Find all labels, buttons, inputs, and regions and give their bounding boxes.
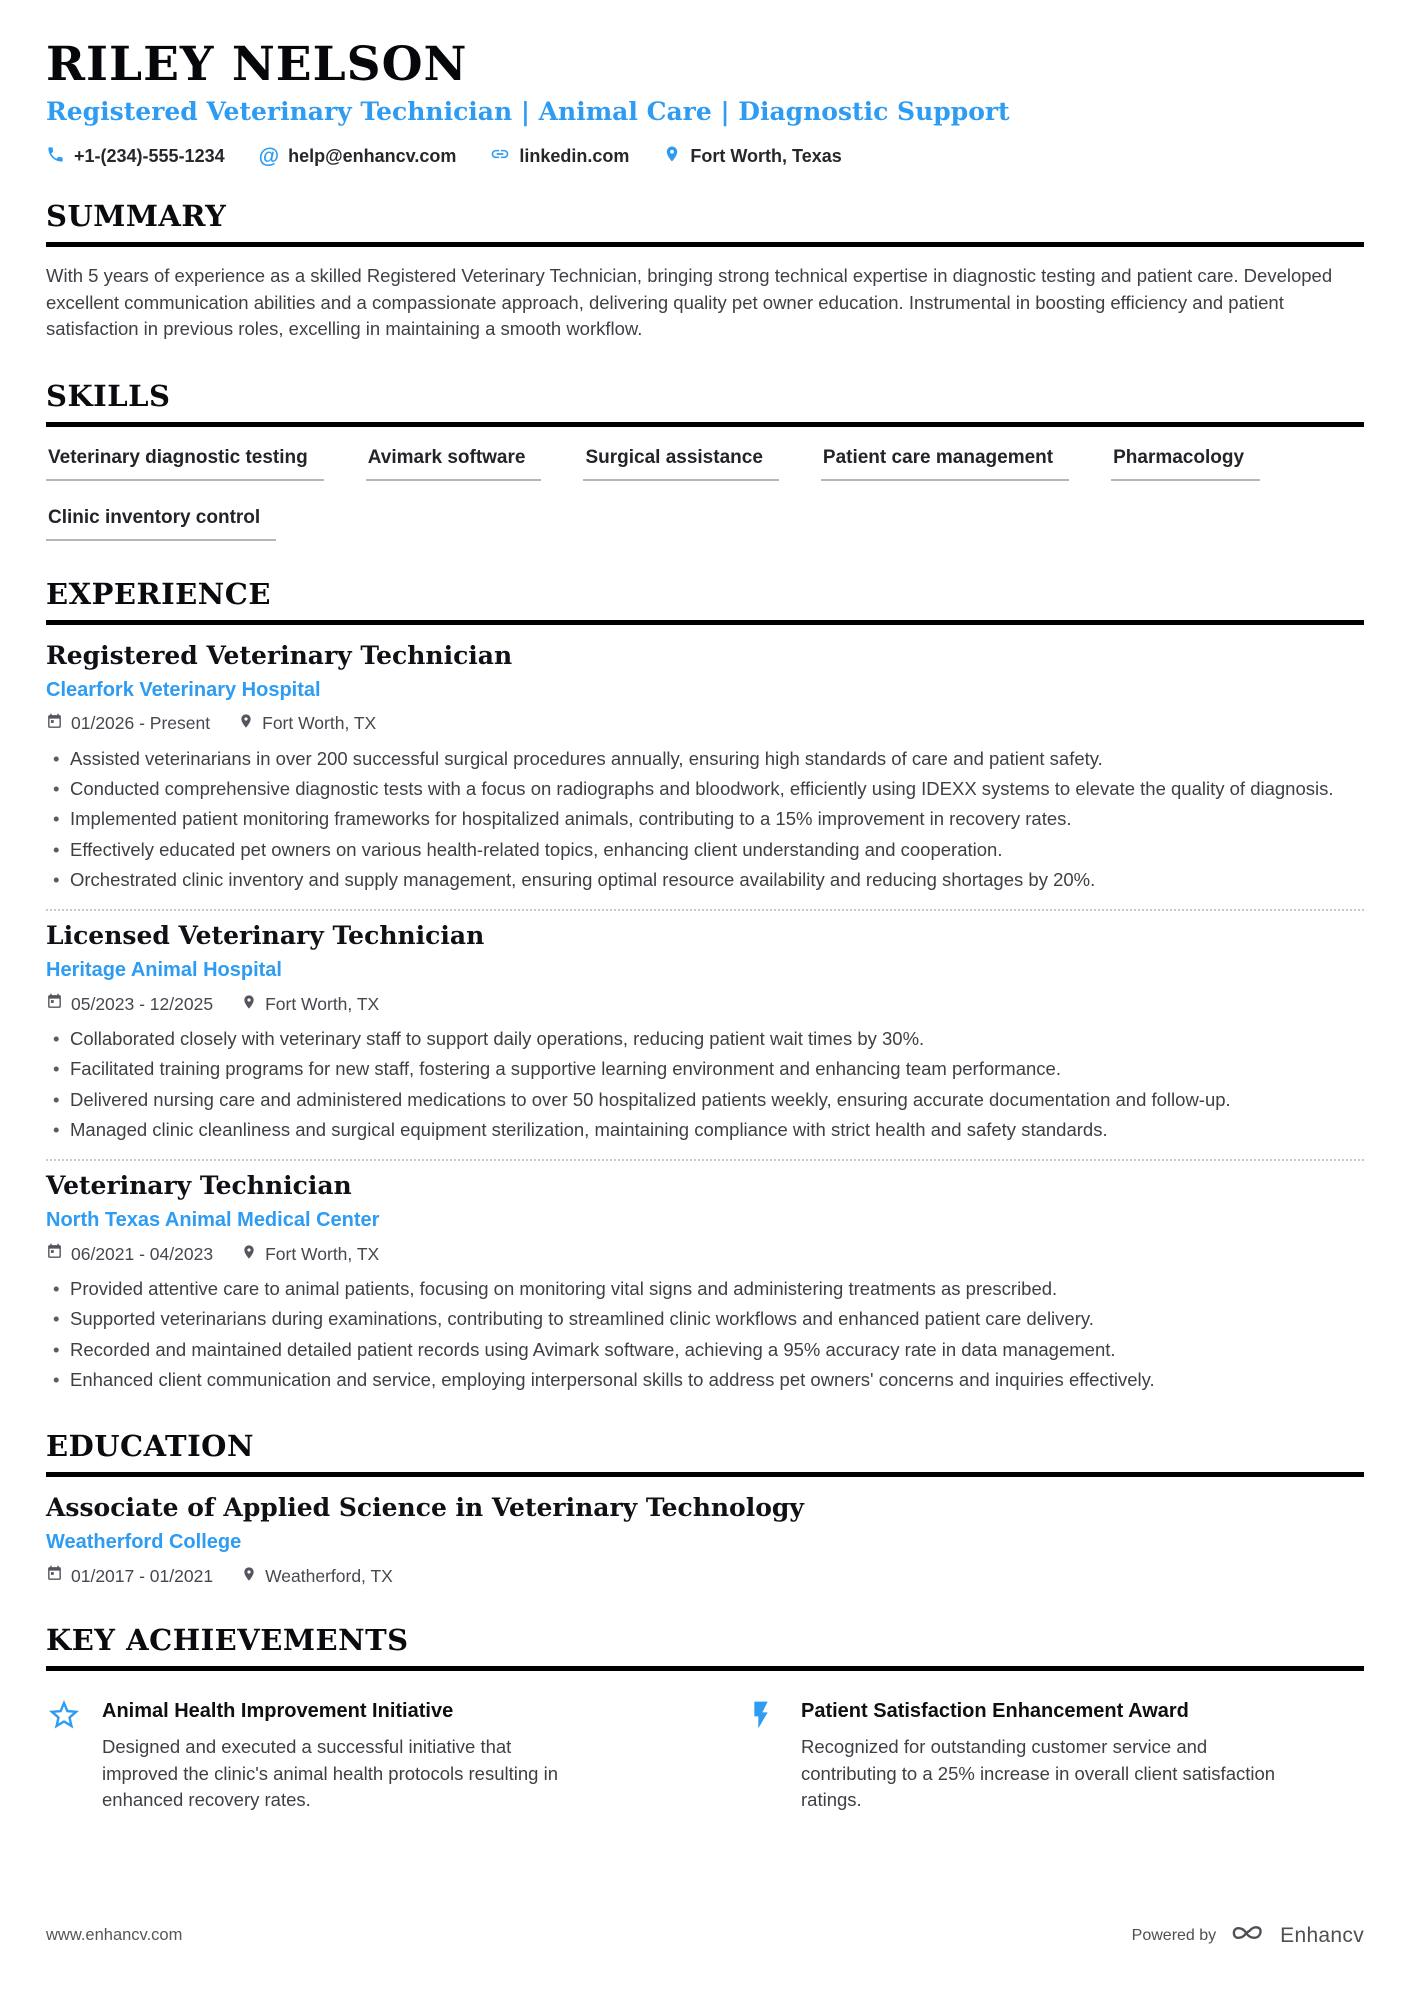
entry-divider [46, 1159, 1364, 1161]
achievement-title: Patient Satisfaction Enhancement Award [801, 1700, 1189, 1723]
job-bullet: • Effectively educated pet owners on various health-related topics, enhancing client understanding and cooperation. [46, 837, 1364, 863]
job-location-text: Fort Worth, TX [265, 993, 380, 1014]
job-dates-text: 05/2023 - 12/2025 [71, 993, 214, 1014]
job-meta [46, 1243, 1364, 1265]
section-education [46, 1429, 1364, 1587]
powered-by-label: Powered by [1131, 1926, 1217, 1944]
contact-row [46, 144, 1364, 169]
job-location [241, 994, 379, 1015]
contact-email[interactable] [259, 146, 457, 167]
job-company: North Texas Animal Medical Center [46, 1209, 380, 1232]
achievement-item [745, 1695, 1364, 1813]
job-meta [46, 713, 1364, 735]
achievement-text: Recognized for outstanding customer service and contributing to a 25% increase in overall client satisfaction ratings. [801, 1736, 1276, 1811]
skill-item: Veterinary diagnostic testing [46, 447, 324, 481]
skill-item: Avimark software [366, 447, 542, 481]
footer-site-link[interactable]: www.enhancv.com [46, 1926, 183, 1944]
calendar-icon [46, 993, 63, 1015]
education-location-text: Weatherford, TX [265, 1565, 393, 1586]
experience-entry [46, 921, 1364, 1143]
powered-by-brand[interactable] [1132, 1920, 1364, 1951]
job-bullet: • Delivered nursing care and administered medications to over 50 hospitalized patients weekly, ensuring accurate documentation and follow-up. [46, 1087, 1364, 1113]
achievement-item [46, 1695, 665, 1813]
job-bullet: • Provided attentive care to animal patients, focusing on monitoring vital signs and administering treatments as prescribed. [46, 1276, 1364, 1302]
at-icon: @ [258, 145, 280, 169]
job-bullet: • Conducted comprehensive diagnostic tests with a focus on radiographs and bloodwork, efficiently using IDEXX systems to elevate the quality of diagnosis. [46, 776, 1364, 802]
skill-item: Surgical assistance [583, 447, 778, 481]
school-name: Weatherford College [46, 1531, 242, 1554]
brand-name: Enhancv [1280, 1923, 1364, 1947]
skill-item: Clinic inventory control [46, 507, 276, 541]
job-company: Clearfork Veterinary Hospital [46, 678, 321, 701]
job-bullet: • Recorded and maintained detailed patient records using Avimark software, achieving a 95% accuracy rate in data management. [46, 1337, 1364, 1363]
job-bullet: • Facilitated training programs for new staff, fostering a supportive learning environment and enhancing team performance. [46, 1056, 1364, 1082]
job-bullet: • Managed clinic cleanliness and surgical equipment sterilization, maintaining compliance with strict health and safety standards. [46, 1117, 1364, 1143]
job-bullets [46, 1026, 1364, 1143]
job-dates [46, 1243, 213, 1265]
job-bullet: • Assisted veterinarians in over 200 successful surgical procedures annually, ensuring high standards of care and patient safety. [46, 746, 1364, 772]
achievement-title: Animal Health Improvement Initiative [102, 1700, 454, 1723]
job-bullet: • Supported veterinarians during examinations, contributing to streamlined clinic workflows and enhanced patient care delivery. [46, 1306, 1364, 1332]
achievements-heading: KEY ACHIEVEMENTS [46, 1623, 1364, 1671]
contact-email-text: help@enhancv.com [288, 146, 457, 167]
job-dates-text: 01/2026 - Present [71, 713, 211, 734]
phone-icon [46, 145, 65, 169]
achievements-grid [46, 1687, 1364, 1813]
education-location [241, 1566, 393, 1587]
page-footer [46, 1920, 1364, 1951]
summary-text: With 5 years of experience as a skilled Registered Veterinary Technician, bringing strong technical expertise in diagnostic testing and patient care. Developed excellent communication abilities and a compassionate approach, delivering quality pet owner education. Instrumental in boosting efficiency and patient satisfaction in previous roles, excelling in maintaining a smooth workflow. [46, 265, 1333, 340]
link-icon [490, 144, 510, 169]
calendar-icon [46, 713, 63, 735]
achievement-text: Designed and executed a successful initiative that improved the clinic's animal health protocols resulting in enhanced recovery rates. [102, 1736, 558, 1811]
job-title: Veterinary Technician [46, 1171, 352, 1201]
section-achievements [46, 1623, 1364, 1813]
skill-item: Pharmacology [1111, 447, 1260, 481]
summary-heading: SUMMARY [46, 199, 1364, 247]
star-icon [46, 1695, 84, 1738]
education-dates-text: 01/2017 - 01/2021 [71, 1565, 214, 1586]
education-heading: EDUCATION [46, 1429, 1364, 1477]
skill-item: Patient care management [821, 447, 1069, 481]
section-experience [46, 577, 1364, 1393]
skills-heading: SKILLS [46, 379, 1364, 427]
job-company: Heritage Animal Hospital [46, 959, 282, 982]
degree-title: Associate of Applied Science in Veterinary Technology [46, 1493, 804, 1523]
job-bullet: • Orchestrated clinic inventory and supply management, ensuring optimal resource availability and reducing shortages by 20%. [46, 867, 1364, 893]
location-pin-icon [241, 1566, 257, 1587]
contact-location-text: Fort Worth, Texas [690, 146, 842, 167]
experience-entry [46, 1171, 1364, 1393]
section-skills [46, 379, 1364, 541]
person-title: Registered Veterinary Technician | Animal Care | Diagnostic Support [46, 97, 1010, 127]
contact-location [663, 145, 841, 168]
experience-heading: EXPERIENCE [46, 577, 1364, 625]
job-bullets [46, 746, 1364, 893]
education-meta [46, 1565, 1364, 1587]
calendar-icon [46, 1565, 63, 1587]
job-dates [46, 993, 213, 1015]
job-dates-text: 06/2021 - 04/2023 [71, 1243, 214, 1264]
job-location-text: Fort Worth, TX [262, 713, 377, 734]
entry-divider [46, 909, 1364, 911]
contact-linkedin-text: linkedin.com [519, 146, 630, 167]
location-pin-icon [663, 145, 681, 168]
job-title: Licensed Veterinary Technician [46, 921, 485, 951]
location-pin-icon [241, 1244, 257, 1265]
calendar-icon [46, 1243, 63, 1265]
job-dates [46, 713, 210, 735]
job-location [241, 1244, 379, 1265]
location-pin-icon [241, 994, 257, 1015]
enhancv-logo-icon [1228, 1920, 1268, 1951]
location-pin-icon [238, 713, 254, 734]
job-bullet: • Implemented patient monitoring frameworks for hospitalized animals, contributing to a 15% improvement in recovery rates. [46, 806, 1364, 832]
skills-list [46, 443, 1364, 541]
section-summary [46, 199, 1364, 342]
person-name: RILEY NELSON [46, 37, 468, 92]
job-location-text: Fort Worth, TX [265, 1243, 380, 1264]
achievement-body [801, 1695, 1281, 1813]
contact-phone-text: +1-(234)-555-1234 [74, 146, 225, 167]
contact-phone[interactable] [46, 145, 225, 169]
job-bullets [46, 1276, 1364, 1393]
achievement-body [102, 1695, 582, 1813]
bolt-icon [745, 1695, 783, 1738]
job-location [238, 713, 376, 734]
job-meta [46, 993, 1364, 1015]
job-bullet: • Collaborated closely with veterinary staff to support daily operations, reducing patient wait times by 30%. [46, 1026, 1364, 1052]
contact-linkedin[interactable] [490, 144, 629, 169]
job-bullet: • Enhanced client communication and service, employing interpersonal skills to address pet owners' concerns and inquiries effectively. [46, 1367, 1364, 1393]
resume-header [46, 37, 1364, 169]
job-title: Registered Veterinary Technician [46, 640, 513, 670]
experience-entry [46, 641, 1364, 893]
education-dates [46, 1565, 213, 1587]
